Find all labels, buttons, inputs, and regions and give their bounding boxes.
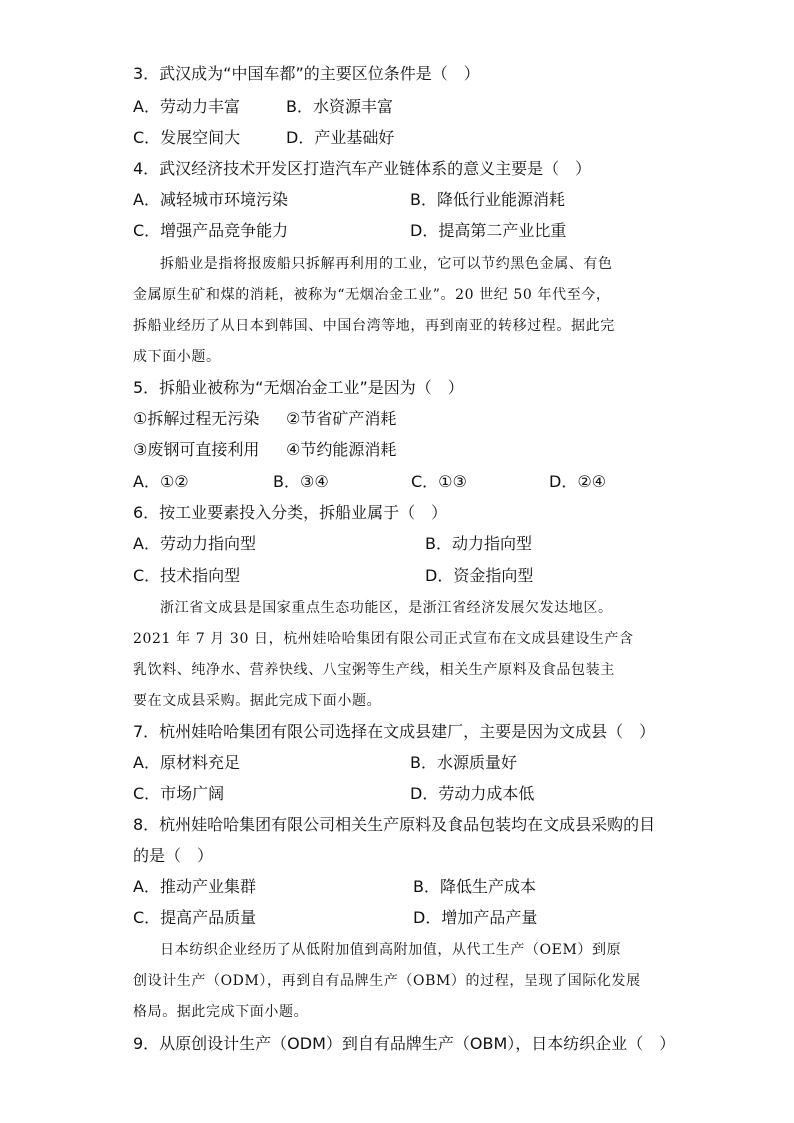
q7-option-c: C．市场广阔 [133, 784, 225, 803]
question-7-stem: 7．杭州娃哈哈集团有限公司选择在文成县建厂，主要是因为文成县（ ） [133, 722, 656, 741]
q7-option-b: B．水源质量好 [410, 753, 517, 772]
q6-option-d: D．资金指向型 [425, 566, 534, 585]
passage-3-line: 格局。据此完成下面小题。 [133, 1004, 309, 1020]
q5-statement-3: ③废钢可直接利用 [133, 440, 260, 459]
q5-statement-1: ①拆解过程无污染 [133, 409, 260, 428]
q3-option-c: C．发展空间大 [133, 128, 241, 147]
q8-option-b: B．降低生产成本 [413, 877, 536, 896]
q6-option-a: A．劳动力指向型 [133, 534, 256, 553]
passage-1-line: 金属原生矿和煤的消耗，被称为“无烟冶金工业”。20 世纪 50 年代至今， [133, 287, 611, 303]
q4-option-d: D．提高第二产业比重 [410, 221, 567, 240]
q5-option-a: A．①② [133, 472, 189, 491]
q6-option-c: C．技术指向型 [133, 566, 241, 585]
question-3-stem: 3．武汉成为“中国车都”的主要区位条件是（ ） [133, 64, 480, 83]
q5-option-d: D．②④ [549, 472, 607, 491]
q7-option-d: D．劳动力成本低 [410, 784, 535, 803]
q4-option-b: B．降低行业能源消耗 [410, 190, 565, 209]
q5-option-c: C．①③ [411, 472, 467, 491]
passage-3-line: 日本纺织企业经历了从低附加值到高附加值，从代工生产（OEM）到原 [160, 942, 622, 958]
q5-option-b: B．③④ [273, 472, 329, 491]
passage-2-line: 乳饮料、纯净水、营养快线、八宝粥等生产线，相关生产原料及食品包装主 [133, 662, 615, 678]
q5-statement-4: ④节约能源消耗 [286, 440, 397, 459]
question-9-stem: 9．从原创设计生产（ODM）到自有品牌生产（OBM），日本纺织企业（ ） [133, 1034, 676, 1053]
q3-option-d: D．产业基础好 [286, 128, 395, 147]
passage-1-line: 成下面小题。 [133, 349, 221, 365]
q6-option-b: B．动力指向型 [425, 534, 532, 553]
q8-option-c: C．提高产品质量 [133, 908, 257, 927]
q4-option-a: A．减轻城市环境污染 [133, 190, 288, 209]
passage-1-line: 拆船业是指将报废船只拆解再利用的工业，它可以节约黑色金属、有色 [160, 256, 613, 272]
q5-statement-2: ②节省矿产消耗 [286, 409, 397, 428]
question-8-stem-cont: 的是（ ） [133, 846, 214, 865]
q3-option-a: A．劳动力丰富 [133, 97, 240, 116]
passage-2-line: 要在文成县采购。据此完成下面小题。 [133, 693, 382, 709]
q8-option-a: A．推动产业集群 [133, 877, 256, 896]
passage-1-line: 拆船业经历了从日本到韩国、中国台湾等地，再到南亚的转移过程。据此完 [133, 318, 615, 334]
question-8-stem: 8．杭州娃哈哈集团有限公司相关生产原料及食品包装均在文成县采购的目 [133, 815, 656, 834]
passage-3-line: 创设计生产（ODM），再到自有品牌生产（OBM）的过程，呈现了国际化发展 [133, 973, 641, 989]
question-6-stem: 6．按工业要素投入分类，拆船业属于（ ） [133, 503, 448, 522]
q7-option-a: A．原材料充足 [133, 753, 240, 772]
passage-2-line: 浙江省文成县是国家重点生态功能区，是浙江省经济发展欠发达地区。 [160, 600, 613, 616]
q3-option-b: B．水资源丰富 [286, 97, 393, 116]
q4-option-c: C．增强产品竞争能力 [133, 221, 289, 240]
passage-2-line: 2021 年 7 月 30 日，杭州娃哈哈集团有限公司正式宣布在文成县建设生产含 [133, 631, 634, 647]
question-5-stem: 5．拆船业被称为“无烟冶金工业”是因为（ ） [133, 378, 464, 397]
question-4-stem: 4．武汉经济技术开发区打造汽车产业链体系的意义主要是（ ） [133, 159, 592, 178]
q8-option-d: D．增加产品产量 [413, 908, 538, 927]
